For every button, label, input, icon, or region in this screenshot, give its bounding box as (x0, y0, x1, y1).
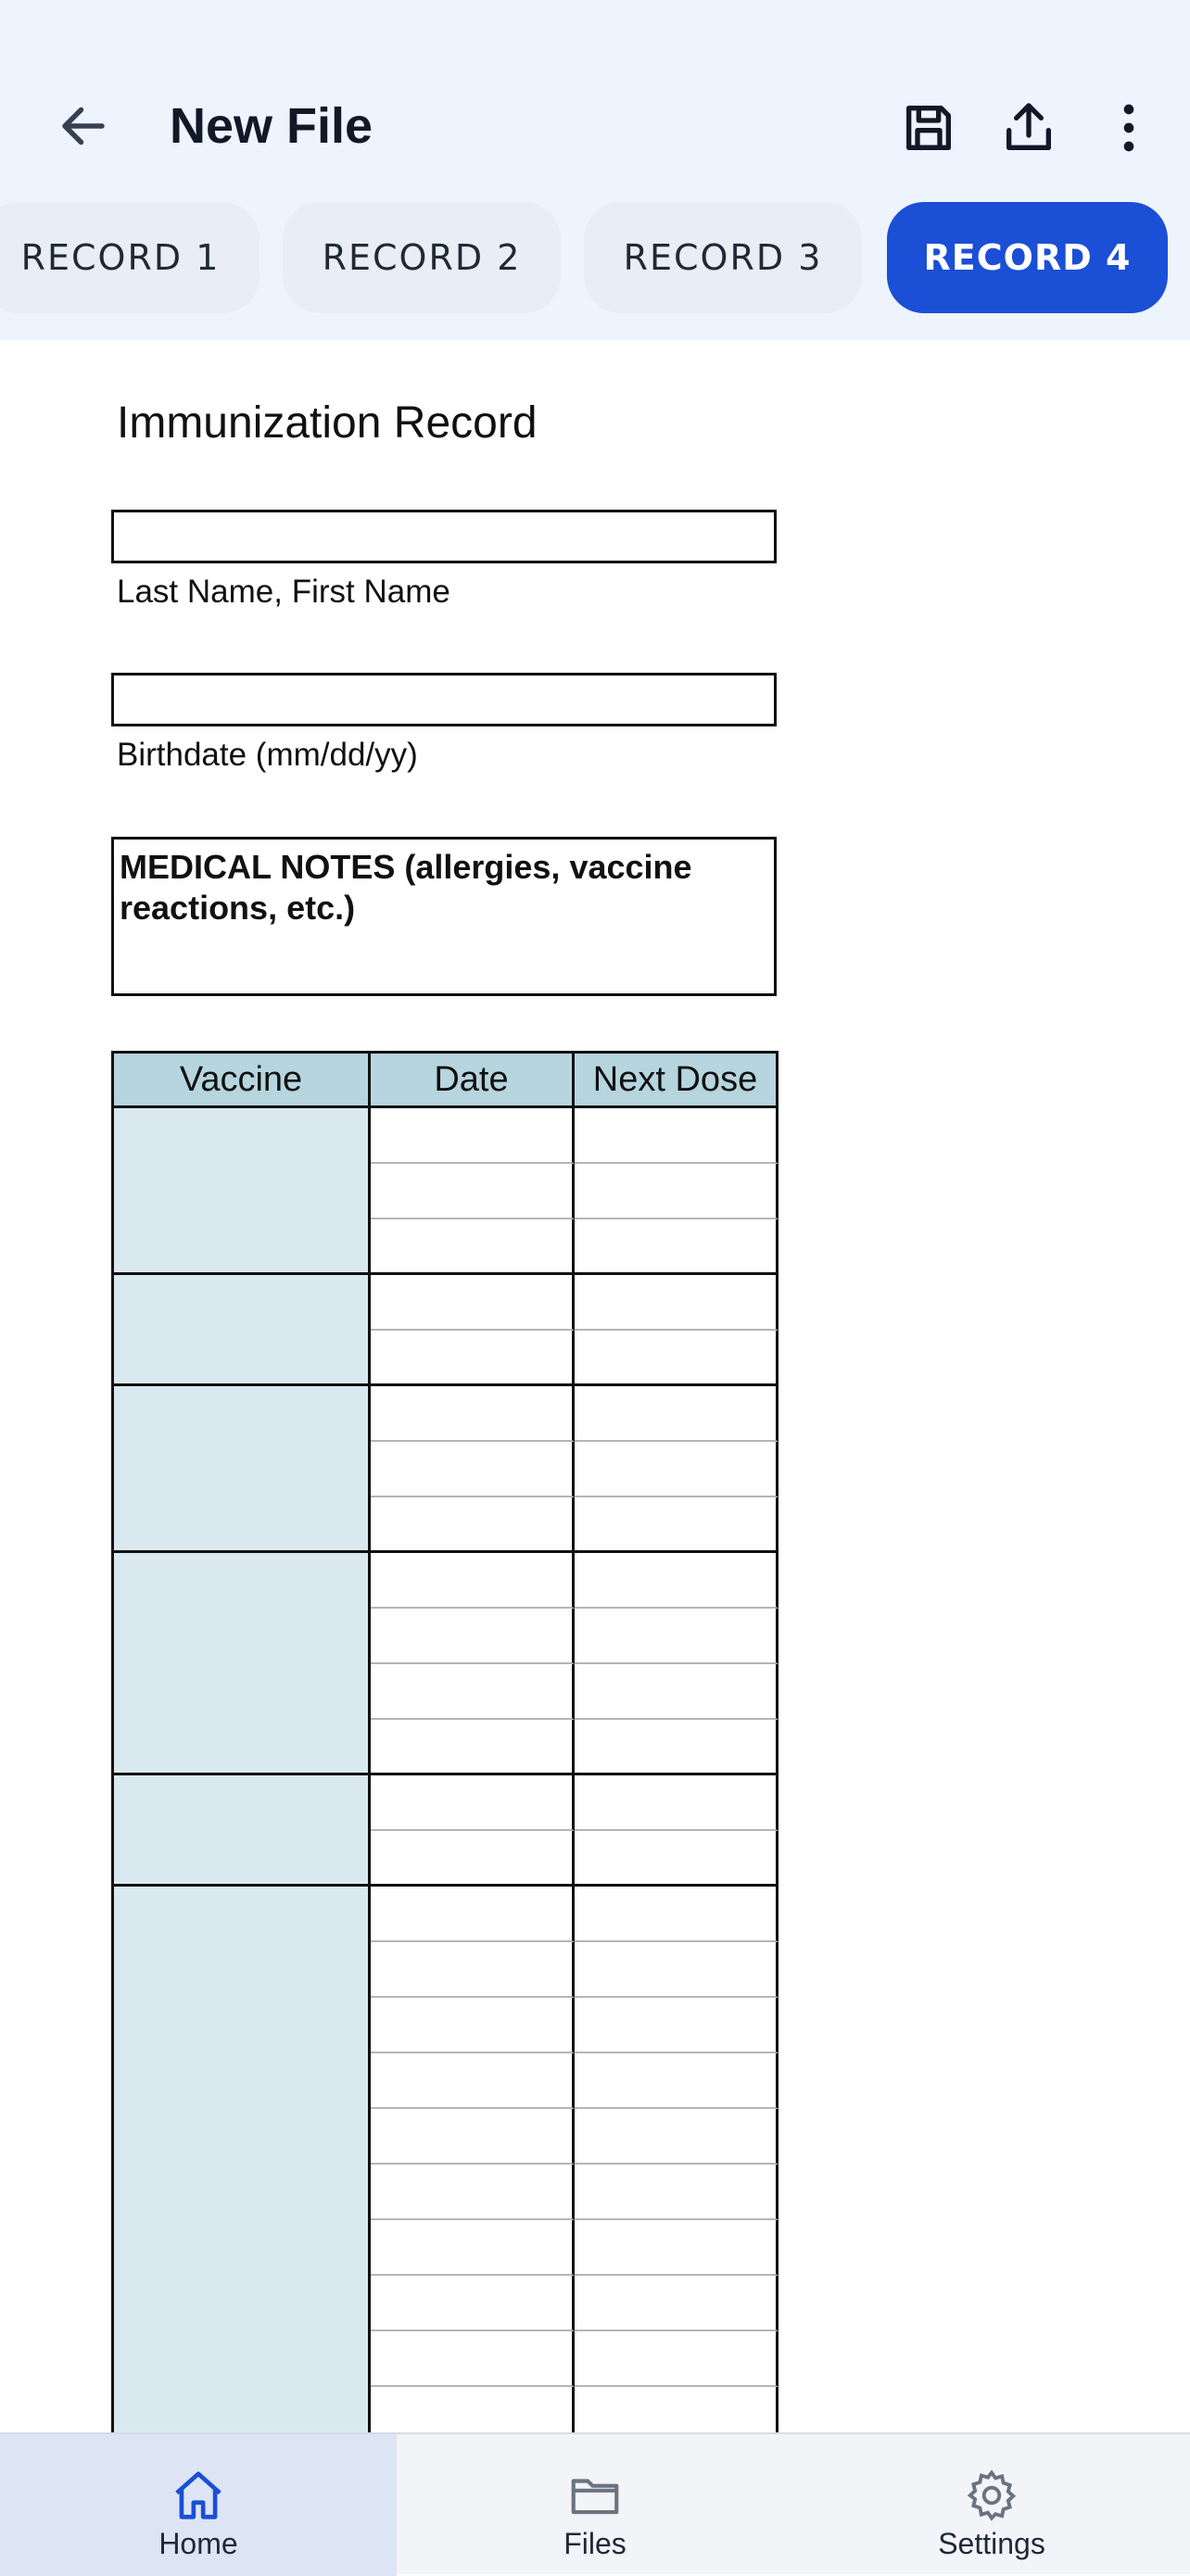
save-button[interactable] (890, 89, 968, 167)
vaccine-group (111, 1275, 779, 1386)
next-dose-cell[interactable] (575, 2220, 779, 2276)
date-cell[interactable] (371, 1942, 575, 1998)
date-cell[interactable] (371, 1108, 575, 1164)
app-bar (0, 0, 1190, 340)
page-title: New File (170, 98, 373, 154)
next-dose-cell[interactable] (575, 2053, 779, 2109)
vaccine-name-cell[interactable] (111, 1887, 371, 2432)
next-dose-cell[interactable] (575, 1664, 779, 1720)
next-dose-cell[interactable] (575, 1720, 779, 1775)
date-cell[interactable] (371, 2053, 575, 2109)
next-dose-cell[interactable] (575, 2387, 779, 2432)
date-cell[interactable] (371, 1998, 575, 2053)
date-cell[interactable] (371, 1609, 575, 1664)
vaccine-group (111, 1386, 779, 1553)
next-dose-cell[interactable] (575, 1386, 779, 1442)
next-dose-cell[interactable] (575, 1942, 779, 1998)
vaccine-group (111, 1887, 779, 2432)
date-cell[interactable] (371, 1720, 575, 1775)
vaccine-group (111, 1553, 779, 1775)
vaccine-group (111, 1108, 779, 1275)
date-cell[interactable] (371, 2276, 575, 2331)
next-dose-cell[interactable] (575, 1609, 779, 1664)
next-dose-cell[interactable] (575, 1998, 779, 2053)
header-vaccine: Vaccine (111, 1051, 371, 1108)
bottom-navigation (0, 2432, 1190, 2574)
header-next-dose: Next Dose (575, 1051, 779, 1108)
next-dose-cell[interactable] (575, 1831, 779, 1887)
nav-home[interactable]: Home (0, 2434, 397, 2576)
back-button[interactable] (46, 89, 120, 163)
name-field[interactable] (111, 510, 777, 563)
date-cell[interactable] (371, 2220, 575, 2276)
date-cell[interactable] (371, 1553, 575, 1609)
form-title: Immunization Record (117, 398, 538, 448)
date-cell[interactable] (371, 1887, 575, 1942)
record-tabs (0, 202, 1190, 313)
more-options-button[interactable] (1090, 89, 1168, 167)
next-dose-cell[interactable] (575, 2331, 779, 2387)
next-dose-cell[interactable] (575, 1164, 779, 1219)
date-cell[interactable] (371, 2331, 575, 2387)
next-dose-cell[interactable] (575, 1775, 779, 1831)
date-cell[interactable] (371, 1164, 575, 1219)
folder-icon (566, 2467, 624, 2524)
vaccine-name-cell[interactable] (111, 1275, 371, 1383)
vaccine-name-cell[interactable] (111, 1108, 371, 1272)
date-cell[interactable] (371, 1219, 575, 1275)
tab-record-3[interactable]: RECORD 3 (584, 202, 862, 313)
date-cell[interactable] (371, 1497, 575, 1553)
vaccine-group (111, 1775, 779, 1887)
next-dose-cell[interactable] (575, 1442, 779, 1497)
tab-record-4[interactable]: RECORD 4 (887, 202, 1168, 313)
birthdate-field[interactable] (111, 673, 777, 726)
next-dose-cell[interactable] (575, 1219, 779, 1275)
home-icon (170, 2467, 227, 2524)
date-cell[interactable] (371, 2109, 575, 2165)
date-cell[interactable] (371, 1386, 575, 1442)
gear-icon (963, 2467, 1020, 2524)
next-dose-cell[interactable] (575, 2109, 779, 2165)
next-dose-cell[interactable] (575, 1553, 779, 1609)
date-cell[interactable] (371, 1831, 575, 1887)
document-page (0, 340, 1190, 2432)
vaccine-name-cell[interactable] (111, 1775, 371, 1884)
vaccine-name-cell[interactable] (111, 1386, 371, 1550)
date-cell[interactable] (371, 1775, 575, 1831)
date-cell[interactable] (371, 1442, 575, 1497)
tab-record-1[interactable]: RECORD 1 (0, 202, 260, 313)
next-dose-cell[interactable] (575, 2276, 779, 2331)
birthdate-field-label: Birthdate (mm/dd/yy) (117, 737, 418, 773)
next-dose-cell[interactable] (575, 1108, 779, 1164)
date-cell[interactable] (371, 1664, 575, 1720)
name-field-label: Last Name, First Name (117, 574, 450, 610)
medical-notes-label: MEDICAL NOTES (allergies, vaccine reactions, etc.) (120, 848, 692, 927)
date-cell[interactable] (371, 1331, 575, 1386)
nav-files[interactable]: Files (397, 2434, 793, 2576)
vaccine-name-cell[interactable] (111, 1553, 371, 1773)
date-cell[interactable] (371, 2387, 575, 2432)
date-cell[interactable] (371, 2165, 575, 2220)
next-dose-cell[interactable] (575, 1497, 779, 1553)
arrow-left-icon (56, 98, 111, 154)
next-dose-cell[interactable] (575, 1275, 779, 1331)
next-dose-cell[interactable] (575, 1331, 779, 1386)
next-dose-cell[interactable] (575, 1887, 779, 1942)
upload-icon (999, 98, 1058, 158)
tab-record-2[interactable]: RECORD 2 (283, 202, 561, 313)
header-date: Date (371, 1051, 575, 1108)
next-dose-cell[interactable] (575, 2165, 779, 2220)
nav-settings[interactable]: Settings (793, 2434, 1190, 2576)
more-vertical-icon (1099, 98, 1158, 158)
floppy-disk-icon (899, 98, 958, 158)
date-cell[interactable] (371, 1275, 575, 1331)
medical-notes-field[interactable] (111, 837, 777, 996)
share-button[interactable] (990, 89, 1068, 167)
